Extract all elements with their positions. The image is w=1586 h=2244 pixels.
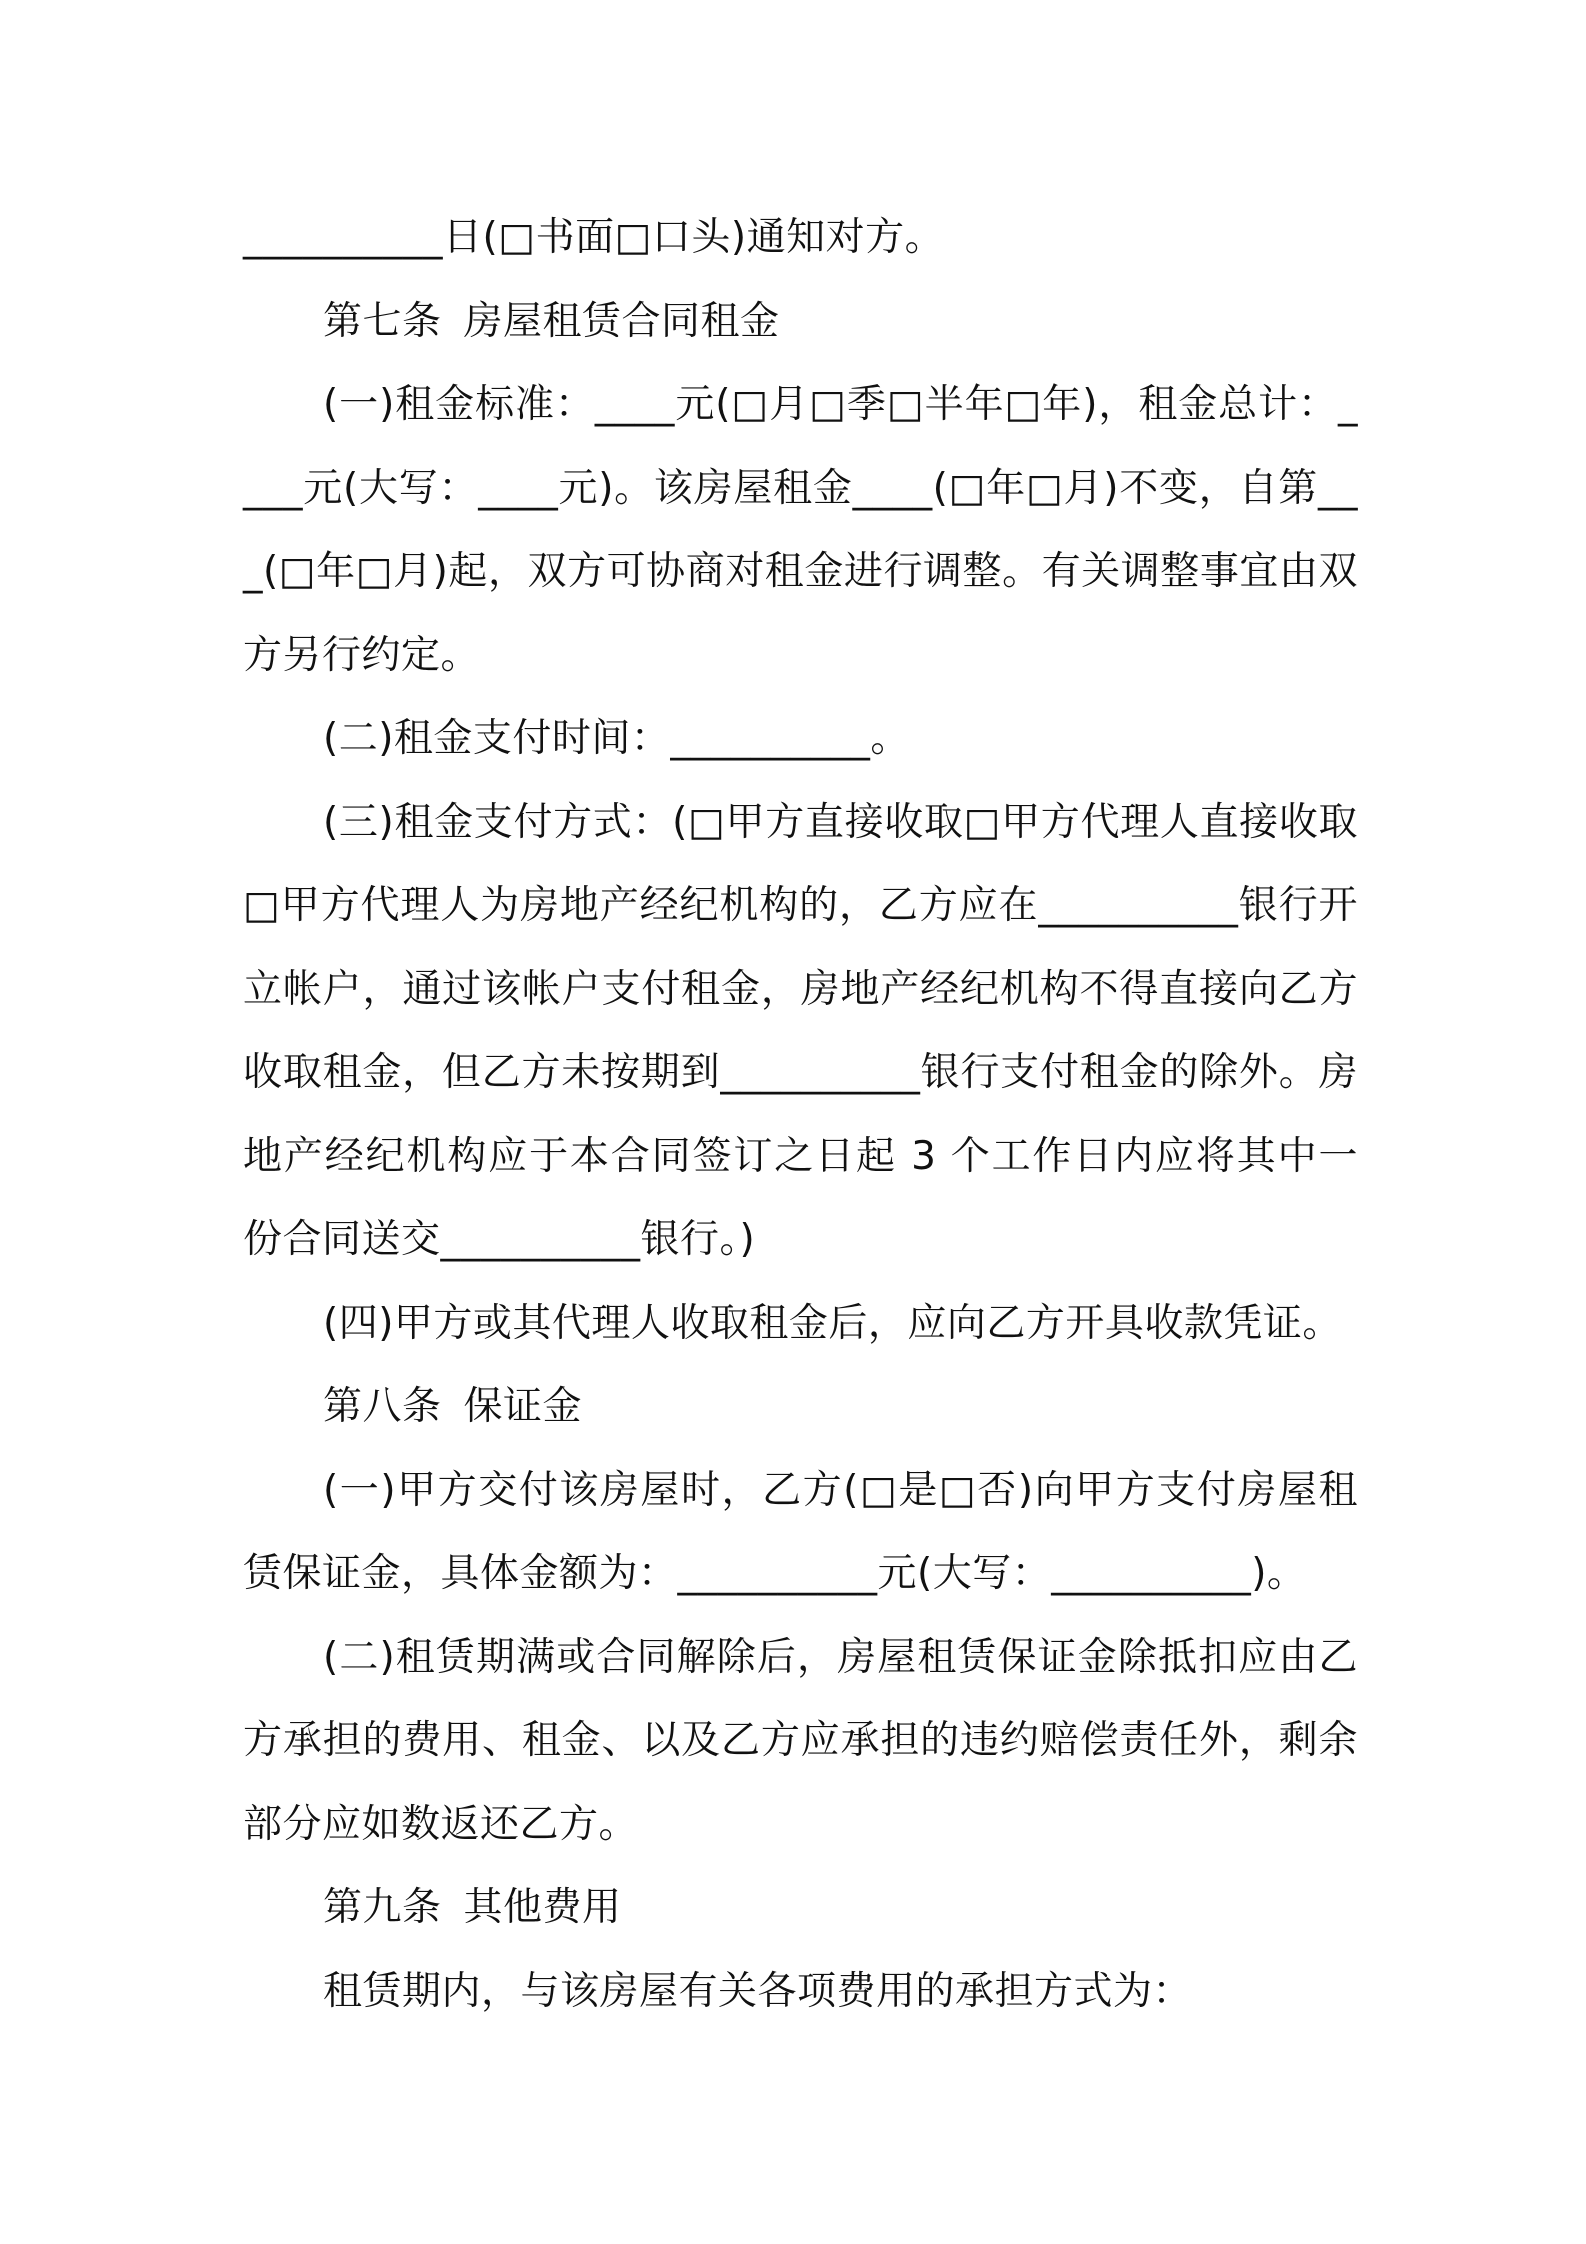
article-8-number: 第八条 <box>323 1384 442 1429</box>
rent-receipt-paragraph: (四)甲方或其代理人收取租金后，应向乙方开具收款凭证。 <box>323 1300 1342 1346</box>
article-9-title: 其他费用 <box>463 1885 622 1930</box>
deposit-return-paragraph: (二)租赁期满或合同解除后，房屋租赁保证金除抵扣应由乙方承担的费用、租金、以及乙方应承担的违约赔偿责任外，剩余部分应如数返还乙方。 <box>243 1634 1358 1847</box>
article-9-heading <box>243 1866 1358 1950</box>
article-9-number: 第九条 <box>323 1885 442 1930</box>
rent-payment-method-paragraph: (三)租金支付方式：(□甲方直接收取□甲方代理人直接收取□甲方代理人为房地产经纪机构的，乙方应在__________银行开立帐户，通过该帐户支付租金，房地产经纪机构不得直接向乙方收取租金，但乙方未按期到__________银行支付租金的除外。房地产经纪机构应于本合同签订之日起 3 个工作日内应将其中一份合同送交__________银行。) <box>243 799 1358 1262</box>
other-fees-paragraph: 租赁期内，与该房屋有关各项费用的承担方式为： <box>323 1968 1193 2014</box>
deposit-amount-paragraph: (一)甲方交付该房屋时，乙方(□是□否)向甲方支付房屋租赁保证金，具体金额为：__________元(大写：__________)。 <box>243 1467 1358 1596</box>
article-8-title: 保证金 <box>463 1384 583 1429</box>
article-8-heading <box>243 1365 1358 1449</box>
article-7-number: 第七条 <box>323 298 442 344</box>
article-7-heading <box>243 280 1358 364</box>
rent-standard-paragraph: (一)租金标准：____元(□月□季□半年□年)，租金总计：____元(大写：____元)。该房屋租金____(□年□月)不变，自第___(□年□月)起，双方可协商对租金进行调整。有关调整事宜由双方另行约定。 <box>243 382 1358 678</box>
article-7-title: 房屋租赁合同租金 <box>463 298 780 344</box>
rent-payment-time-paragraph: (二)租金支付时间：__________。 <box>323 716 910 761</box>
document-body <box>243 196 1358 2033</box>
notice-paragraph: __________日(□书面□口头)通知对方。 <box>243 215 945 260</box>
